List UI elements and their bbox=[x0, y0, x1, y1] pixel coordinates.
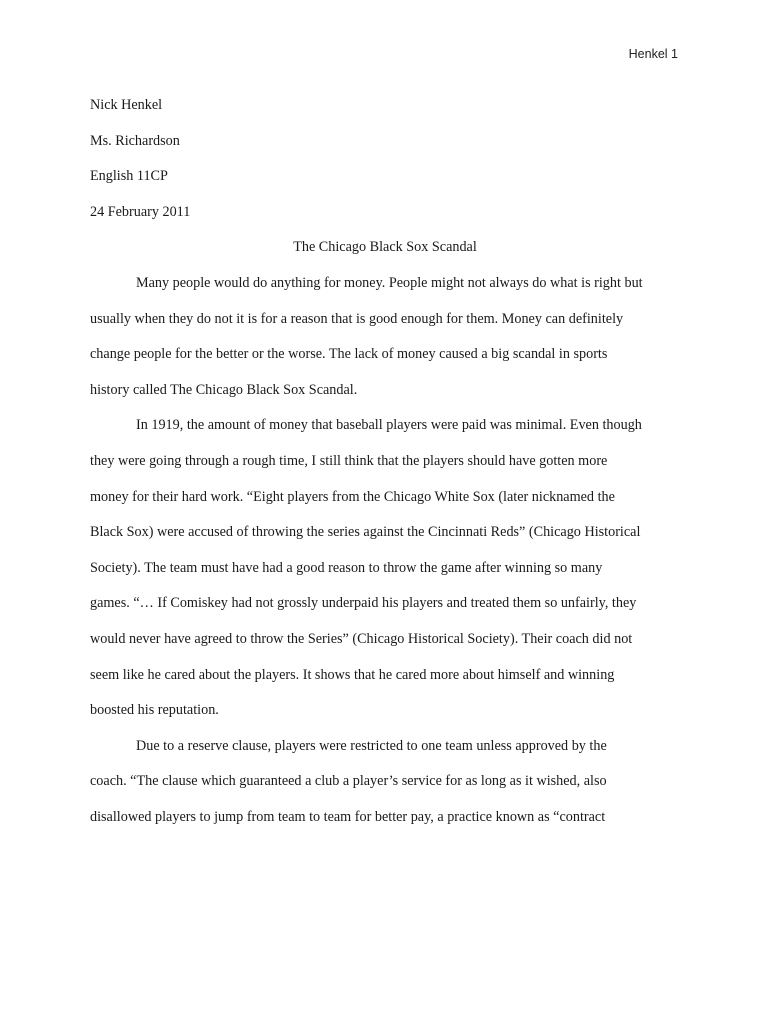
text-line: money for their hard work. “Eight players from the Chicago White Sox (later nicknamed the bbox=[90, 488, 615, 505]
text-line: boosted his reputation. bbox=[90, 702, 219, 719]
text-line: games. “… If Comiskey had not grossly underpaid his players and treated them so unfairly, they bbox=[90, 595, 637, 612]
essay-body bbox=[90, 88, 680, 835]
text-line: would never have agreed to throw the Series” (Chicago Historical Society). Their coach did not bbox=[90, 630, 633, 647]
text-line: change people for the better or the worse. The lack of money caused a big scandal in sports bbox=[90, 346, 608, 363]
text-line: disallowed players to jump from team to team for better pay, a practice known as “contract bbox=[90, 808, 606, 825]
paragraph-2 bbox=[90, 408, 680, 728]
essay-title: The Chicago Black Sox Scandal bbox=[293, 239, 477, 256]
text-line: usually when they do not it is for a reason that is good enough for them. Money can definitely bbox=[90, 310, 624, 327]
text-line: Due to a reserve clause, players were restricted to one team unless approved by the bbox=[136, 737, 607, 754]
author-name: Nick Henkel bbox=[90, 97, 163, 113]
text-line: coach. “The clause which guaranteed a club a player’s service for as long as it wished, also bbox=[90, 773, 607, 790]
text-line: history called The Chicago Black Sox Scandal. bbox=[90, 381, 358, 398]
text-line: In 1919, the amount of money that baseball players were paid was minimal. Even though bbox=[136, 417, 642, 434]
text-line: seem like he cared about the players. It shows that he cared more about himself and winning bbox=[90, 666, 615, 683]
course-name: English 11CP bbox=[90, 168, 168, 185]
essay-date: 24 February 2011 bbox=[90, 203, 191, 220]
paragraph-1 bbox=[90, 266, 680, 408]
paragraph-3 bbox=[90, 729, 680, 836]
teacher-name: Ms. Richardson bbox=[90, 132, 180, 149]
text-line: Society). The team must have had a good reason to throw the game after winning so many bbox=[90, 559, 603, 576]
running-head: Henkel 1 bbox=[628, 47, 678, 61]
text-line: Black Sox) were accused of throwing the series against the Cincinnati Reds” (Chicago Historical bbox=[90, 524, 641, 541]
text-line: Many people would do anything for money. People might not always do what is right but bbox=[136, 274, 643, 291]
text-line: they were going through a rough time, I still think that the players should have gotten more bbox=[90, 452, 608, 469]
